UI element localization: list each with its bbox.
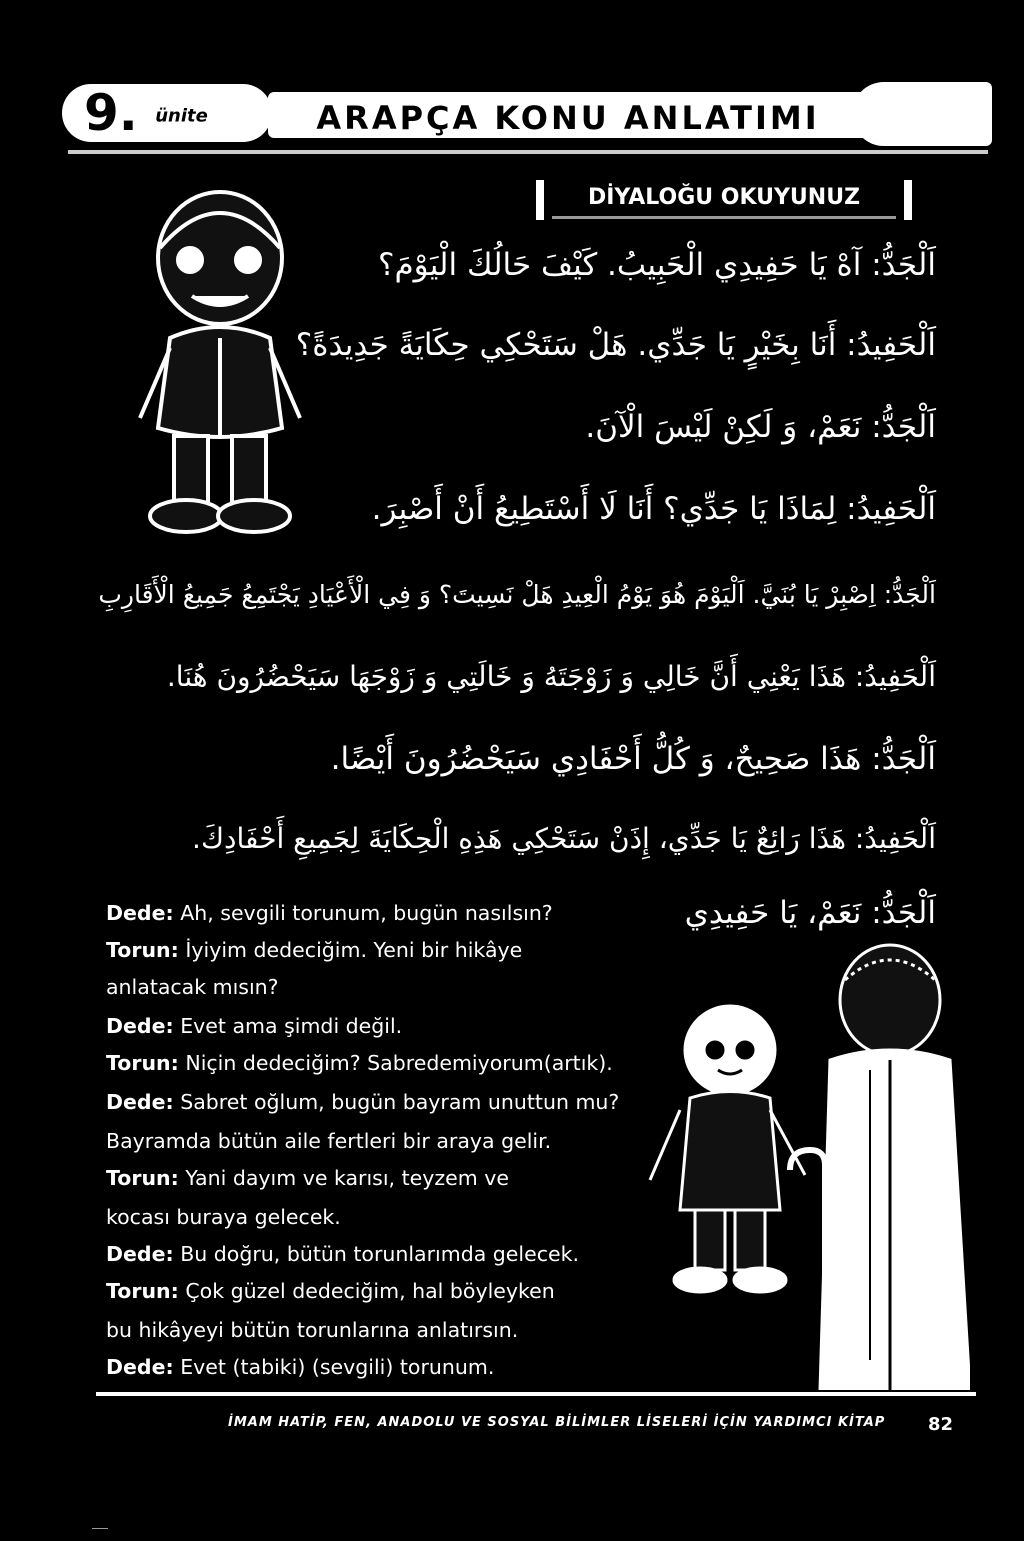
turkish-line-5: Torun: Niçin dedeciğim? Sabredemiyorum(artık). [106, 1051, 613, 1075]
unit-badge [62, 84, 272, 142]
unit-word: ünite [155, 105, 208, 127]
turkish-line-11: Torun: Çok güzel dedeciğim, hal böyleyken [106, 1279, 555, 1303]
grandfather-child-illustration [640, 940, 970, 1390]
turkish-line-7: Bayramda bütün aile fertleri bir araya gelir. [106, 1129, 552, 1153]
arabic-line-2: اَلْحَفِيدُ: أَنَا بِخَيْرٍ يَا جَدِّي. هَلْ سَتَحْكِي حِكَايَةً جَدِيدَةً؟ [295, 327, 936, 363]
arabic-line-1: اَلْجَدُّ: آهْ يَا حَفِيدِي الْحَبِيبُ. كَيْفَ حَالُكَ الْيَوْمَ؟ [378, 247, 936, 283]
arabic-line-8: اَلْحَفِيدُ: هَذَا رَائِعٌ يَا جَدِّي، إِذَنْ سَتَحْكِي هَذِهِ الْحِكَايَةَ لِجَمِيعِ أَحْفَادِكَ. [192, 822, 936, 855]
page-number: 82 [928, 1414, 954, 1435]
arabic-line-9: اَلْجَدُّ: نَعَمْ، يَا حَفِيدِي [684, 895, 936, 931]
turkish-line-2: Torun: İyiyim dedeciğim. Yeni bir hikâye [106, 938, 523, 962]
unit-number: 9. [84, 84, 138, 142]
banner-underline [68, 150, 988, 154]
turkish-line-12: bu hikâyeyi bütün torunlarına anlatırsın. [106, 1318, 519, 1342]
arabic-line-5: اَلْجَدُّ: اِصْبِرْ يَا بُنَيَّ. اَلْيَوْمَ هُوَ يَوْمُ الْعِيدِ هَلْ نَسِيتَ؟ وَ فِي الْأَعْيَادِ يَجْتَمِعُ جَمِيعُ الْأَقَارِبِ [98, 580, 936, 609]
turkish-line-4: Dede: Evet ama şimdi değil. [106, 1014, 403, 1038]
turkish-line-3: anlatacak mısın? [106, 975, 279, 999]
turkish-line-8: Torun: Yani dayım ve karısı, teyzem ve [106, 1166, 509, 1190]
footer-divider [96, 1392, 976, 1396]
footer-series-title: İMAM HATİP, FEN, ANADOLU VE SOSYAL BİLİMLER LİSELERİ İÇİN YARDIMCI KİTAP [228, 1415, 886, 1430]
section-title-underline [552, 216, 896, 219]
arabic-line-4: اَلْحَفِيدُ: لِمَاذَا يَا جَدِّي؟ أَنَا لَا أَسْتَطِيعُ أَنْ أَصْبِرَ. [371, 491, 936, 527]
section-title-text: DİYALOĞU OKUYUNUZ [587, 185, 861, 210]
turkish-line-6: Dede: Sabret oğlum, bugün bayram unuttun mu? [106, 1090, 620, 1114]
turkish-line-10: Dede: Bu doğru, bütün torunlarımda gelecek. [106, 1242, 579, 1266]
turkish-line-13: Dede: Evet (tabiki) (sevgili) torunum. [106, 1355, 495, 1379]
corner-mark [92, 1528, 108, 1529]
turkish-line-1: Dede: Ah, sevgili torunum, bugün nasılsın? [106, 901, 553, 925]
banner-end-cap [852, 82, 992, 146]
arabic-line-7: اَلْجَدُّ: هَذَا صَحِيحٌ، وَ كُلُّ أَحْفَادِي سَيَحْضُرُونَ أَيْضًا. [330, 741, 936, 777]
turkish-line-9: kocası buraya gelecek. [106, 1205, 341, 1229]
section-title [536, 172, 912, 226]
arabic-line-3: اَلْجَدُّ: نَعَمْ، وَ لَكِنْ لَيْسَ الْآنَ. [585, 409, 936, 445]
arabic-line-6: اَلْحَفِيدُ: هَذَا يَعْنِي أَنَّ خَالِي وَ زَوْجَتَهُ وَ خَالَتِي وَ زَوْجَهَا سَيَحْضُرُونَ هُنَا. [166, 660, 936, 693]
page-title: ARAPÇA KONU ANLATIMI [268, 92, 868, 138]
